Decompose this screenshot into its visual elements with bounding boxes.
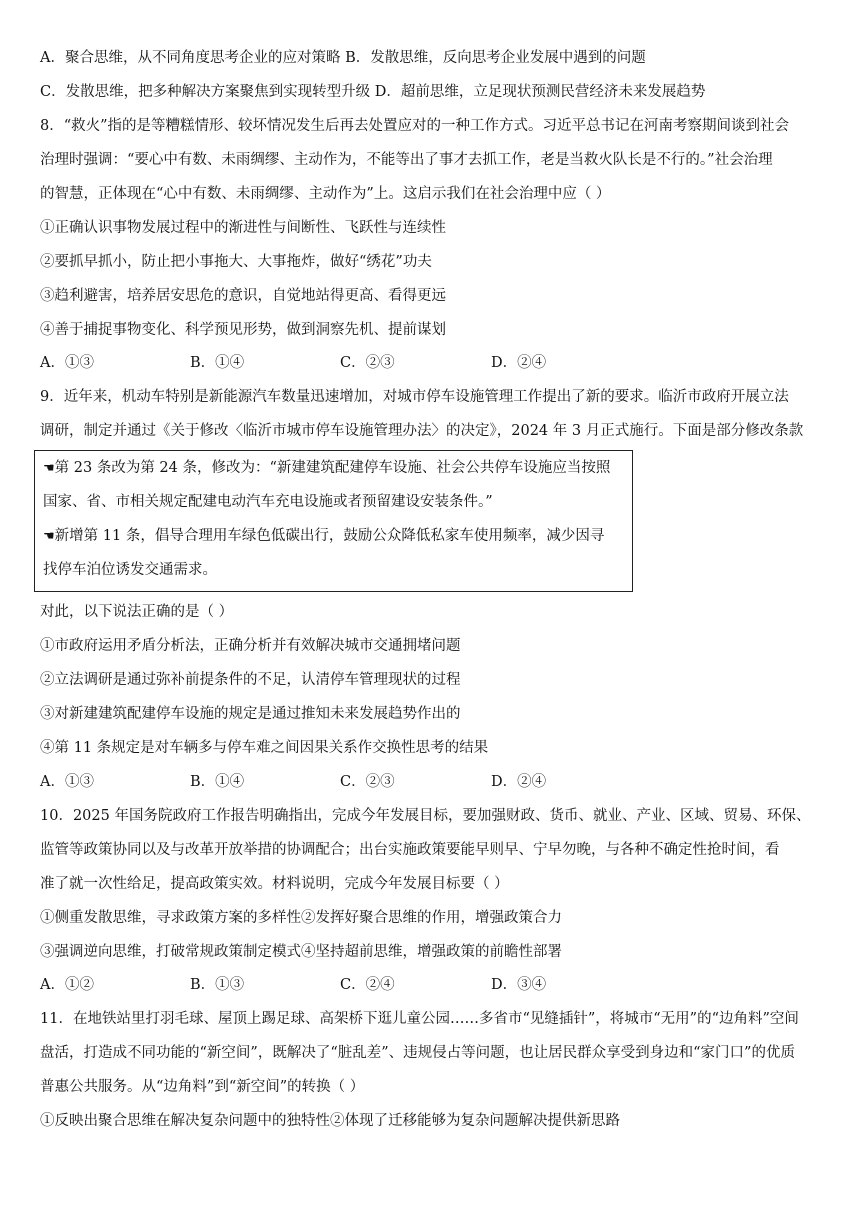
q9-option-b: B．①④ bbox=[190, 774, 245, 790]
q9-statement-2: ②立法调研是通过弥补前提条件的不足，认清停车管理现状的过程 bbox=[40, 672, 461, 688]
q8-stem-line-3: 的智慧，正体现在“心中有数、未雨绸缪、主动作为”上。这启示我们在社会治理中应（ ） bbox=[40, 186, 611, 202]
q10-stem-line-2: 监管等政策协同以及与改革开放举措的协调配合；出台实施政策要能早则早、宁早勿晚，与各种不确定性抢时间，看 bbox=[40, 842, 780, 858]
q7-options-cd: C．发散思维，把多种解决方案聚焦到实现转型升级 D．超前思维，立足现状预测民营经济未来发展趋势 bbox=[40, 84, 706, 100]
q9-option-c: C．②③ bbox=[340, 774, 395, 790]
q10-stem-line-3: 准了就一次性给足，提高政策实效。材料说明，完成今年发展目标要（ ） bbox=[40, 876, 509, 892]
q11-statements-1-2: ①反映出聚合思维在解决复杂问题中的独特性②体现了迁移能够为复杂问题解决提供新思路 bbox=[40, 1113, 620, 1129]
q8-option-a: A．①③ bbox=[40, 355, 94, 371]
q9-option-d: D．②④ bbox=[491, 774, 547, 790]
q10-option-a: A．①② bbox=[40, 977, 94, 993]
pointing-hand-icon: ☚ bbox=[43, 461, 55, 476]
pointing-hand-icon: ☚ bbox=[43, 529, 55, 544]
q9-statement-4: ④第 11 条规定是对车辆多与停车难之间因果关系作交换性思考的结果 bbox=[40, 740, 489, 756]
box-line-4: 找停车泊位诱发交通需求。 bbox=[43, 562, 217, 578]
q10-option-c: C．②④ bbox=[340, 977, 395, 993]
q8-option-b: B．①④ bbox=[190, 355, 245, 371]
box-line-1: ☚第 23 条改为第 24 条，修改为：“新建建筑配建停车设施、社会公共停车设施应当按照 bbox=[43, 460, 611, 476]
q8-stem-line-2: 治理时强调：“要心中有数、未雨绸缪、主动作为，不能等出了事才去抓工作，老是当救火队长是不行的。”社会治理 bbox=[40, 152, 773, 168]
q9-stem-line-1: 9．近年来，机动车特别是新能源汽车数量迅速增加，对城市停车设施管理工作提出了新的要求。临沂市政府开展立法 bbox=[40, 389, 789, 405]
q9-question: 对此，以下说法正确的是（ ） bbox=[40, 604, 234, 620]
q8-statement-2: ②要抓早抓小，防止把小事拖大、大事拖炸，做好“绣花”功夫 bbox=[40, 254, 432, 270]
q10-option-d: D．③④ bbox=[491, 977, 547, 993]
q9-stem-line-2: 调研，制定并通过《关于修改〈临沂市城市停车设施管理办法〉的决定》，2024 年 3 月正式施行。下面是部分修改条款 bbox=[40, 423, 804, 439]
q11-stem-line-1: 11．在地铁站里打羽毛球、屋顶上踢足球、高架桥下逛儿童公园……多省市“见缝插针”，将城市“无用”的“边角料”空间 bbox=[40, 1011, 799, 1027]
q7-options-ab: A．聚合思维，从不同角度思考企业的应对策略 B．发散思维，反向思考企业发展中遇到的问题 bbox=[40, 50, 646, 66]
box-line-2: 国家、省、市相关规定配建电动汽车充电设施或者预留建设安装条件。” bbox=[43, 494, 493, 510]
q10-stem-line-1: 10．2025 年国务院政府工作报告明确指出，完成今年发展目标，要加强财政、货币、就业、产业、区域、贸易、环保、 bbox=[40, 808, 811, 824]
q9-statement-3: ③对新建建筑配建停车设施的规定是通过推知未来发展趋势作出的 bbox=[40, 706, 461, 722]
q8-statement-3: ③趋利避害，培养居安思危的意识，自觉地站得更高、看得更远 bbox=[40, 288, 446, 304]
q9-statement-1: ①市政府运用矛盾分析法，正确分析并有效解决城市交通拥堵问题 bbox=[40, 638, 461, 654]
q8-statement-4: ④善于捕捉事物变化、科学预见形势，做到洞察先机、提前谋划 bbox=[40, 322, 446, 338]
box-line-3: ☚新增第 11 条，倡导合理用车绿色低碳出行，鼓励公众降低私家车使用频率，减少因寻 bbox=[43, 528, 605, 544]
q8-stem-line-1: 8．“救火”指的是等糟糕情形、较坏情况发生后再去处置应对的一种工作方式。习近平总书记在河南考察期间谈到社会 bbox=[40, 118, 790, 134]
q9-material-box bbox=[34, 450, 633, 592]
q8-option-d: D．②④ bbox=[491, 355, 547, 371]
q11-stem-line-2: 盘活，打造成不同功能的“新空间”，既解决了“脏乱差”、违规侵占等问题，也让居民群众享受到身边和“家门口”的优质 bbox=[40, 1045, 795, 1061]
q11-stem-line-3: 普惠公共服务。从“边角料”到“新空间”的转换（ ） bbox=[40, 1079, 365, 1095]
q10-statements-1-2: ①侧重发散思维，寻求政策方案的多样性②发挥好聚合思维的作用，增强政策合力 bbox=[40, 910, 562, 926]
q9-option-a: A．①③ bbox=[40, 774, 94, 790]
q8-statement-1: ①正确认识事物发展过程中的渐进性与间断性、飞跃性与连续性 bbox=[40, 220, 446, 236]
q10-statements-3-4: ③强调逆向思维，打破常规政策制定模式④坚持超前思维，增强政策的前瞻性部署 bbox=[40, 944, 562, 960]
q10-option-b: B．①③ bbox=[190, 977, 245, 993]
q8-option-c: C．②③ bbox=[340, 355, 395, 371]
